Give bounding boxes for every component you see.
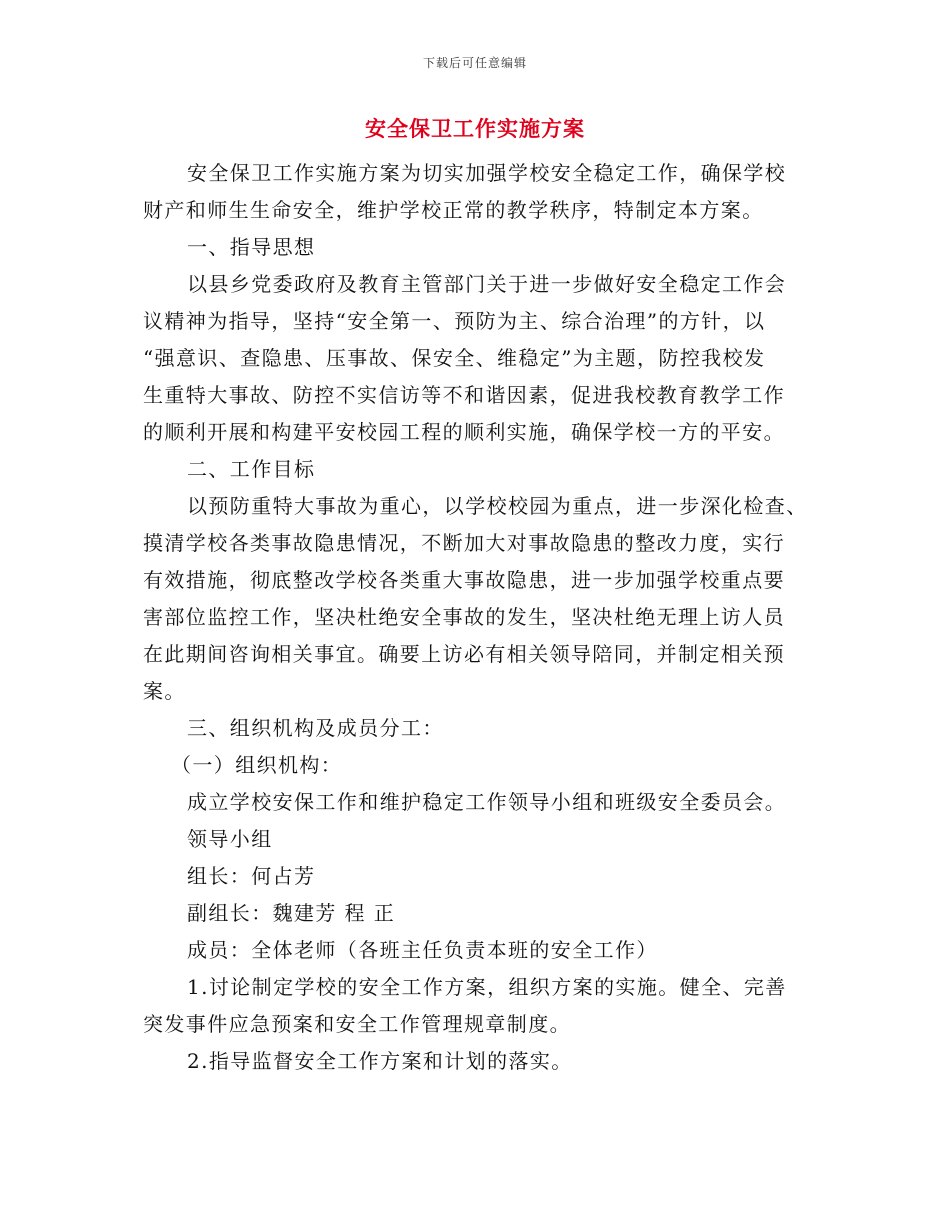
paragraph-line: 三、组织机构及成员分工： bbox=[187, 716, 444, 740]
paragraph-line: 害部位监控工作，坚决杜绝安全事故的发生，坚决杜绝无理上访人员 bbox=[143, 605, 785, 629]
paragraph-line: 一、指导思想 bbox=[187, 235, 316, 259]
paragraph-line: 安全保卫工作实施方案为切实加强学校安全稳定工作，确保学校 bbox=[187, 161, 787, 185]
paragraph-line: 成立学校安保工作和维护稳定工作领导小组和班级安全委员会。 bbox=[187, 790, 787, 814]
paragraph-line: 组长：何占芳 bbox=[187, 864, 316, 888]
page-header-note: 下载后可任意编辑 bbox=[422, 56, 527, 70]
paragraph-line: 财产和师生生命安全，维护学校正常的教学秩序，特制定本方案。 bbox=[143, 198, 764, 222]
paragraph-line: 生重特大事故、防控不实信访等不和谐因素，促进我校教育教学工作 bbox=[143, 383, 785, 407]
document-title: 安全保卫工作实施方案 bbox=[365, 116, 585, 141]
paragraph-line: 领导小组 bbox=[187, 827, 273, 851]
paragraph-line: “强意识、查隐患、压事故、保安全、维稳定”为主题，防控我校发 bbox=[143, 346, 766, 370]
paragraph-line: 以预防重特大事故为重心，以学校校园为重点，进一步深化检查、 bbox=[187, 494, 808, 518]
paragraph-line: 的顺利开展和构建平安校园工程的顺利实施，确保学校一方的平安。 bbox=[143, 420, 785, 444]
paragraph-line: 以县乡党委政府及教育主管部门关于进一步做好安全稳定工作会 bbox=[187, 272, 787, 296]
paragraph-line: 2.指导监督安全工作方案和计划的落实。 bbox=[187, 1049, 573, 1073]
paragraph-line: 摸清学校各类事故隐患情况，不断加大对事故隐患的整改力度，实行 bbox=[143, 531, 785, 555]
paragraph-line: 案。 bbox=[143, 679, 186, 703]
paragraph-line: （一）组织机构： bbox=[171, 753, 343, 777]
document-body bbox=[143, 155, 823, 1080]
paragraph-line: 1.讨论制定学校的安全工作方案，组织方案的实施。健全、完善 bbox=[187, 975, 787, 999]
paragraph-line: 二、工作目标 bbox=[187, 457, 316, 481]
paragraph-line: 议精神为指导，坚持“安全第一、预防为主、综合治理”的方针，以 bbox=[143, 309, 766, 333]
paragraph-line: 在此期间咨询相关事宜。确要上访必有相关领导陪同，并制定相关预 bbox=[143, 642, 785, 666]
paragraph-line: 有效措施，彻底整改学校各类重大事故隐患，进一步加强学校重点要 bbox=[143, 568, 785, 592]
paragraph-line: 副组长：魏建芳 程 正 bbox=[187, 901, 396, 925]
paragraph-line: 成员：全体老师（各班主任负责本班的安全工作） bbox=[187, 938, 658, 962]
paragraph-line: 突发事件应急预案和安全工作管理规章制度。 bbox=[143, 1012, 571, 1036]
